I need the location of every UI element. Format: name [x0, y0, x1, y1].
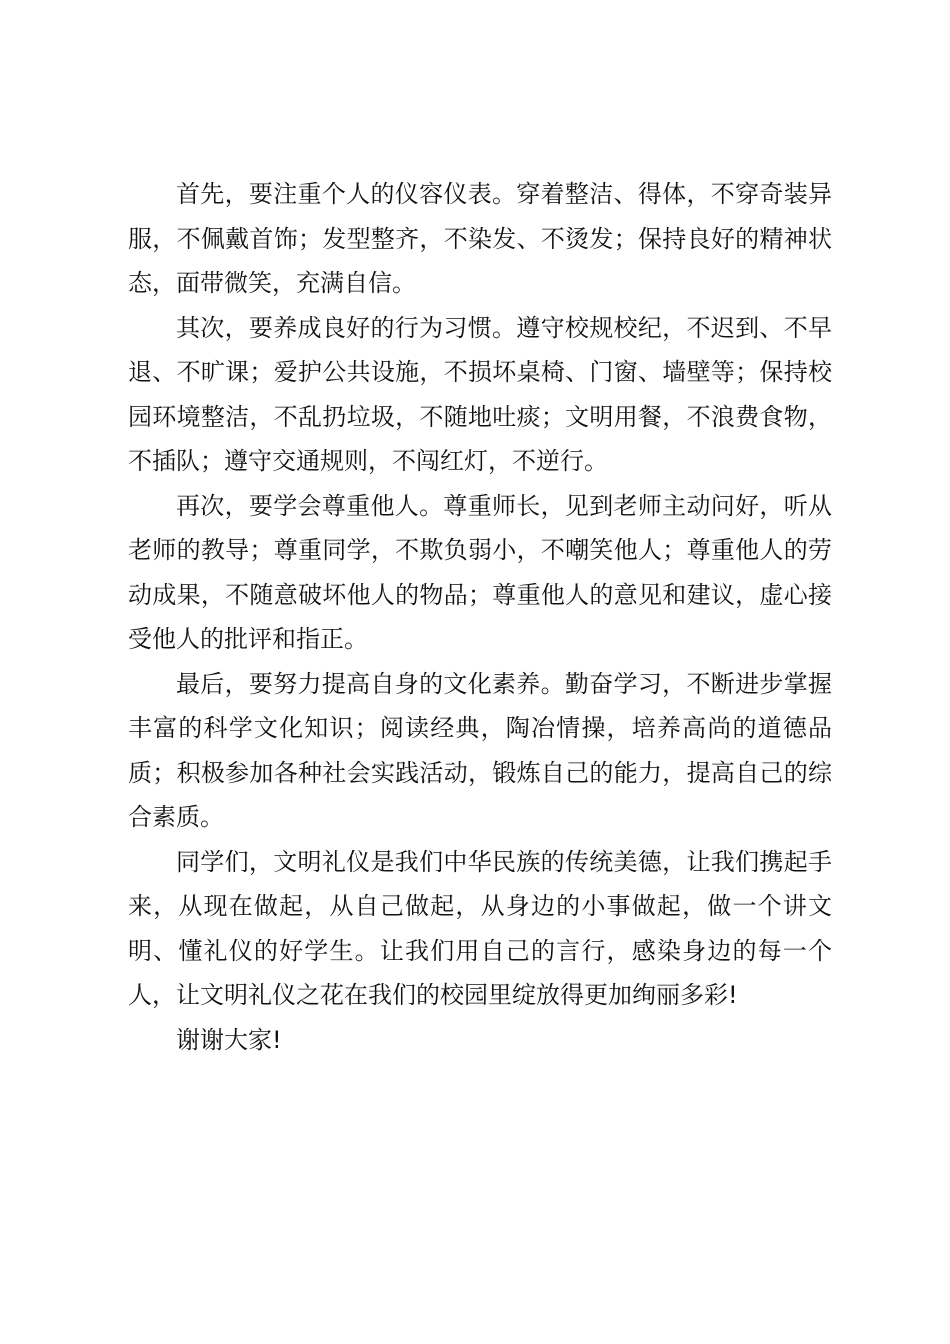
paragraph-call-to-action: 同学们，文明礼仪是我们中华民族的传统美德，让我们携起手来，从现在做起，从自己做起，从身边的小事做起，做一个讲文明、懂礼仪的好学生。让我们用自己的言行，感染身边的每一个人，让文明礼仪之花在我们的校园里绽放得更加绚丽多彩!	[128, 847, 832, 1009]
paragraph-behavior: 其次，要养成良好的行为习惯。遵守校规校纪，不迟到、不早退、不旷课；爱护公共设施，不损坏桌椅、门窗、墙壁等；保持校园环境整洁，不乱扔垃圾，不随地吐痰；文明用餐，不浪费食物，不插队；遵守交通规则，不闯红灯，不逆行。	[128, 313, 832, 475]
paragraph-culture: 最后，要努力提高自身的文化素养。勤奋学习，不断进步掌握丰富的科学文化知识；阅读经典，陶冶情操，培养高尚的道德品质；积极参加各种社会实践活动，锻炼自己的能力，提高自己的综合素质。	[128, 669, 832, 831]
document-page	[128, 172, 832, 1062]
paragraph-appearance: 首先，要注重个人的仪容仪表。穿着整洁、得体，不穿奇装异服，不佩戴首饰；发型整齐，不染发、不烫发；保持良好的精神状态，面带微笑，充满自信。	[128, 180, 832, 297]
paragraph-respect: 再次，要学会尊重他人。尊重师长，见到老师主动问好，听从老师的教导；尊重同学，不欺负弱小，不嘲笑他人；尊重他人的劳动成果，不随意破坏他人的物品；尊重他人的意见和建议，虚心接受他人的批评和指正。	[128, 491, 832, 653]
paragraph-thanks: 谢谢大家!	[176, 1025, 282, 1054]
